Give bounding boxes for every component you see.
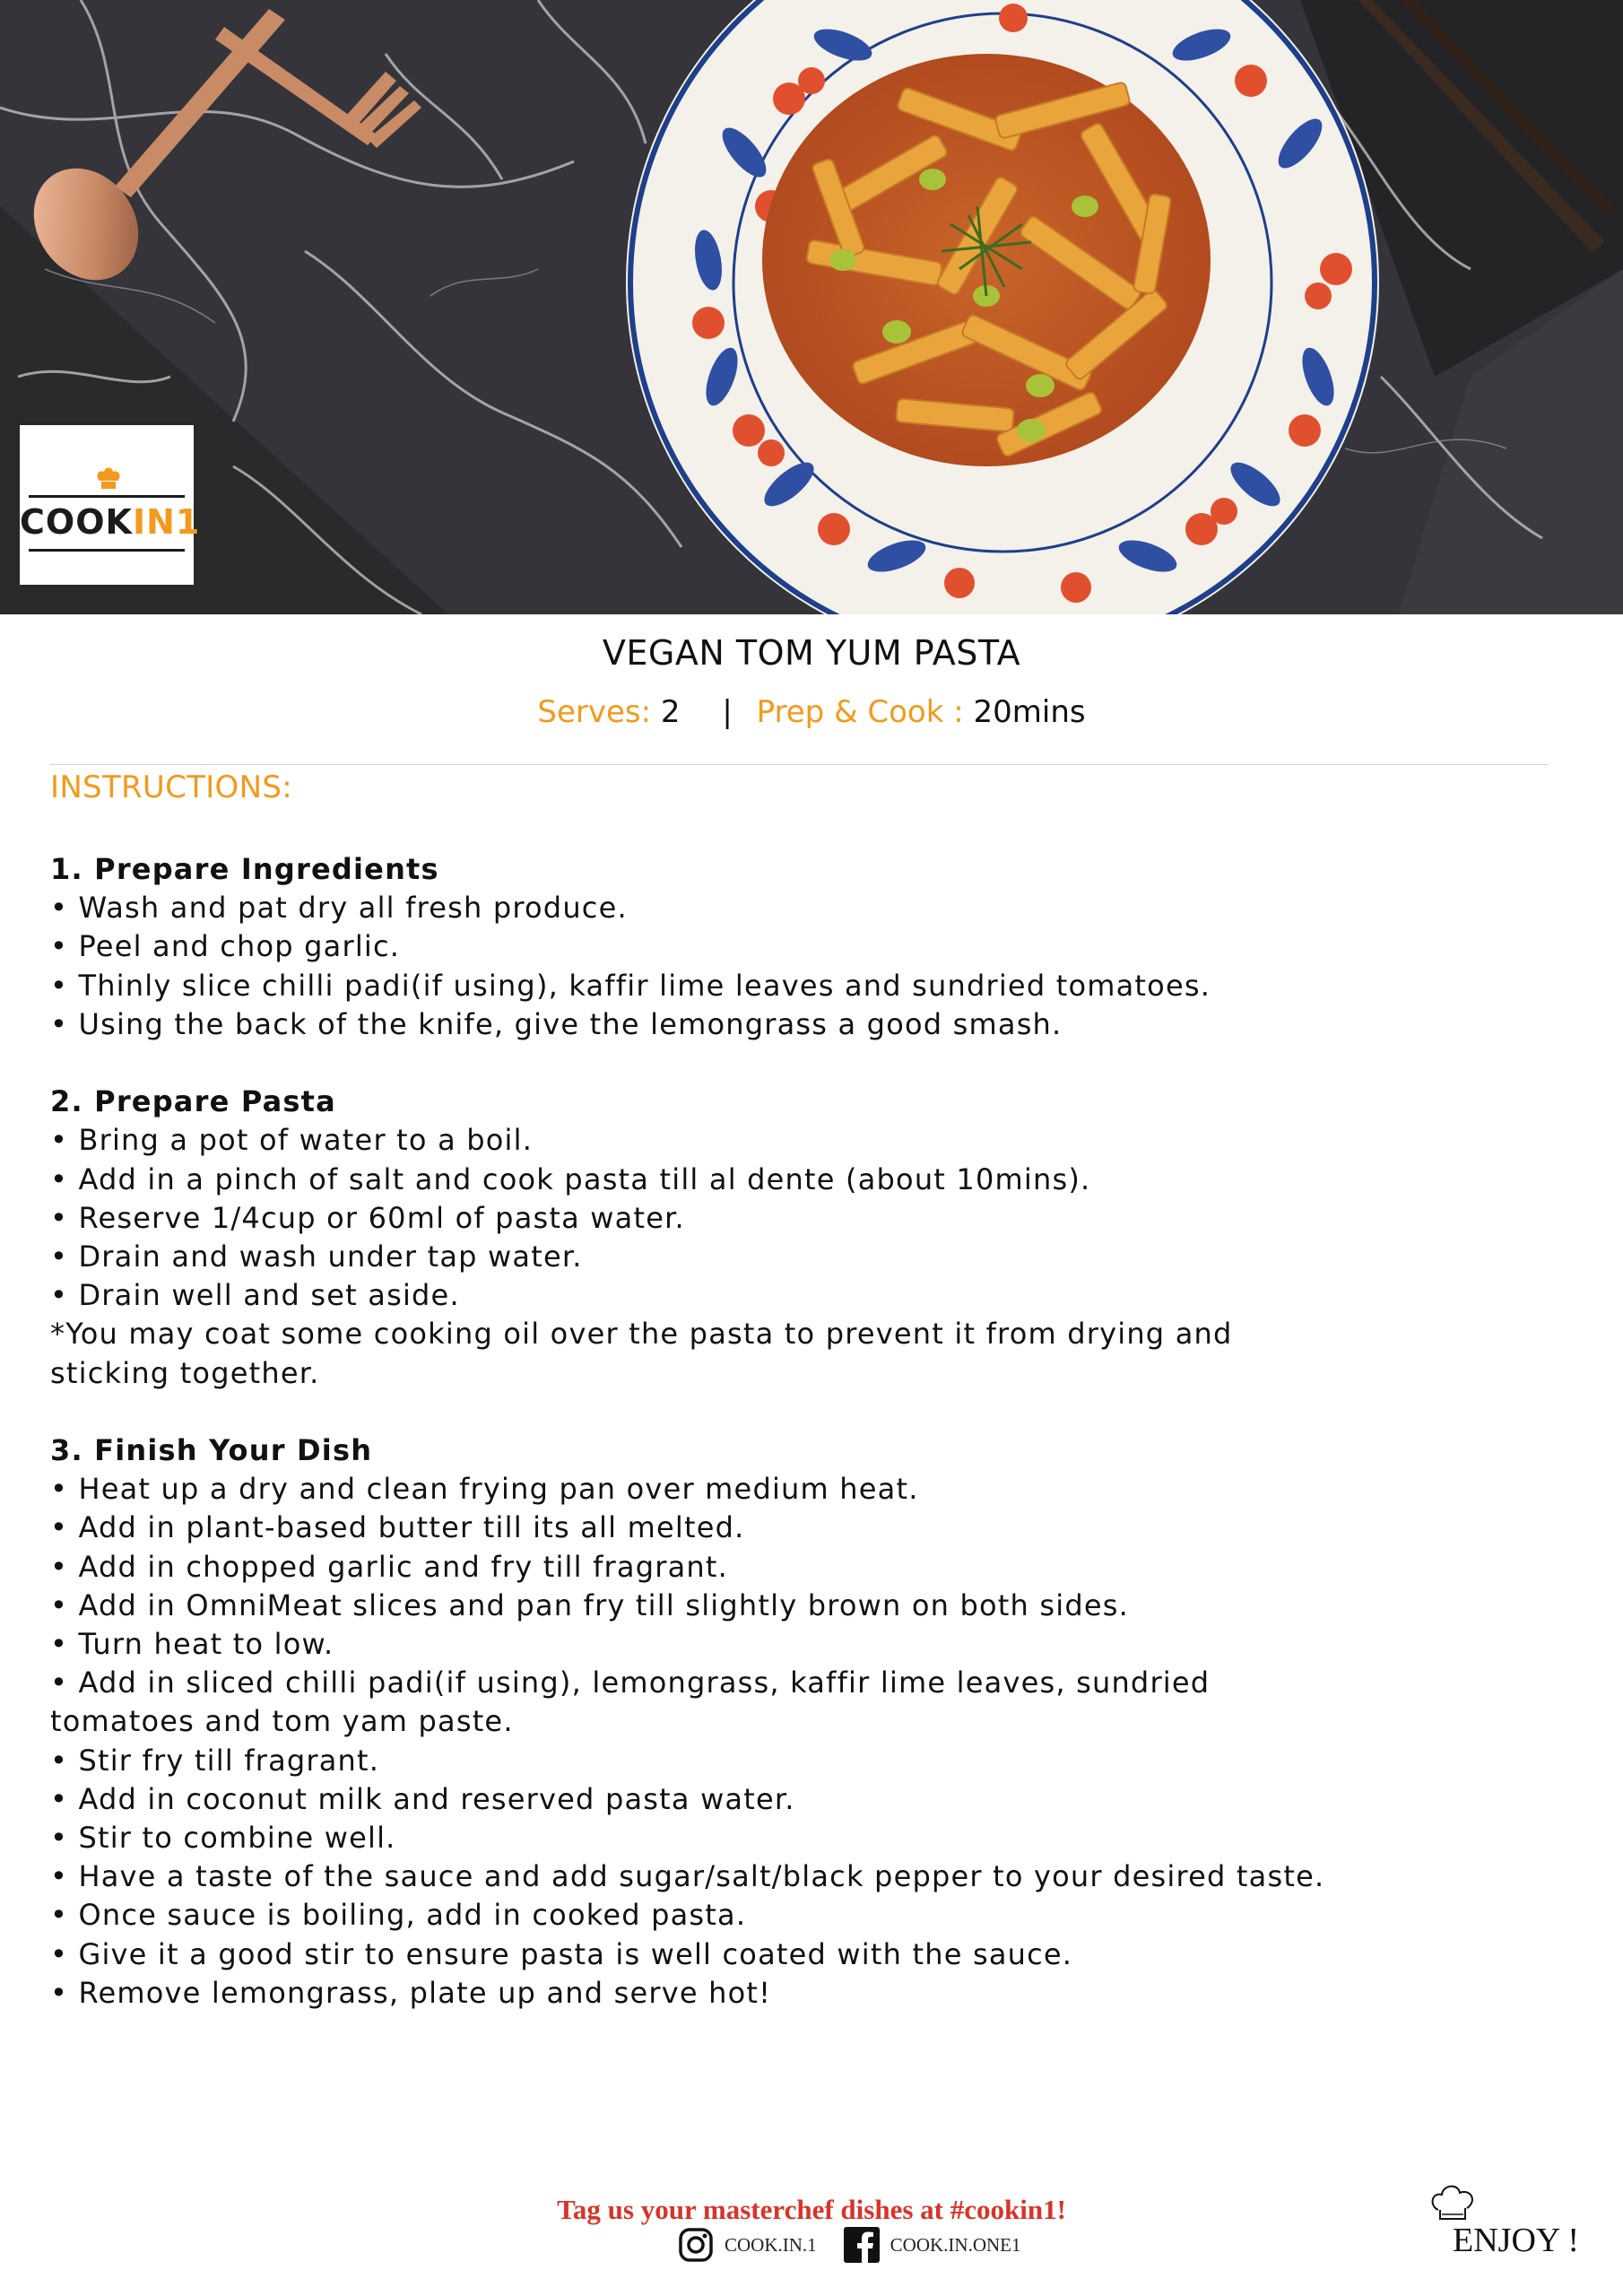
step-item: • Stir fry till fragrant.: [50, 1742, 1575, 1780]
step-item: • Once sauce is boiling, add in cooked pasta.: [50, 1896, 1575, 1935]
logo-wordmark: COOKIN1: [20, 502, 201, 542]
step-item: • Add in chopped garlic and fry till fragrant.: [50, 1548, 1575, 1587]
facebook-icon[interactable]: [844, 2227, 880, 2263]
hero-photo: [0, 0, 1623, 614]
step-item: • Reserve 1/4cup or 60ml of pasta water.: [50, 1199, 1575, 1238]
instagram-icon[interactable]: [678, 2227, 714, 2263]
social-links: [678, 2225, 1021, 2265]
step-item: • Peel and chop garlic.: [50, 927, 1575, 966]
chef-hat-outline-icon: [1426, 2179, 1480, 2224]
step-item: • Stir to combine well.: [50, 1819, 1575, 1857]
step-item: • Wash and pat dry all fresh produce.: [50, 889, 1575, 927]
step-item: • Thinly slice chilli padi(if using), kaffir lime leaves and sundried tomatoes.: [50, 967, 1575, 1005]
step-item: • Drain well and set aside.: [50, 1276, 1575, 1315]
serves-value: 2: [660, 694, 681, 730]
instructions-heading: INSTRUCTIONS:: [50, 770, 292, 805]
step-item: • Add in coconut milk and reserved pasta water.: [50, 1780, 1575, 1819]
step-item: • Drain and wash under tap water.: [50, 1238, 1575, 1276]
logo-rule-bottom: [29, 549, 185, 552]
cookin1-logo[interactable]: [20, 425, 201, 585]
instagram-handle[interactable]: COOK.IN.1: [725, 2233, 817, 2256]
plate-image: [626, 0, 1379, 614]
recipe-title: VEGAN TOM YUM PASTA: [602, 633, 1021, 673]
step-item: • Remove lemongrass, plate up and serve hot!: [50, 1974, 1575, 2013]
step-item: • Heat up a dry and clean frying pan over medium heat.: [50, 1470, 1575, 1509]
step-item: • Give it a good stir to ensure pasta is well coated with the sauce.: [50, 1935, 1575, 1974]
facebook-handle[interactable]: COOK.IN.ONE1: [890, 2233, 1021, 2256]
step-item: • Have a taste of the sauce and add sugar/salt/black pepper to your desired taste.: [50, 1857, 1575, 1896]
step-title: 1. Prepare Ingredients: [50, 852, 439, 886]
step-item: • Add in a pinch of salt and cook pasta till al dente (about 10mins).: [50, 1161, 1575, 1199]
step-title: 3. Finish Your Dish: [50, 1433, 373, 1468]
step-item: • Bring a pot of water to a boil.: [50, 1121, 1575, 1160]
step-finish-dish: [50, 1431, 1575, 2013]
prep-label: Prep & Cook :: [756, 694, 964, 730]
step-prepare-pasta: [50, 1083, 1575, 1393]
logo-rule-top: [29, 495, 185, 498]
recipe-meta: [0, 694, 1623, 730]
chef-hat-icon: [95, 465, 122, 491]
instructions-list: [50, 850, 1575, 2051]
meta-separator: |: [722, 694, 733, 730]
step-item: • Add in sliced chilli padi(if using), lemongrass, kaffir lime leaves, sundried tomatoes and tom yam paste.: [50, 1664, 1243, 1741]
step-title: 2. Prepare Pasta: [50, 1084, 336, 1119]
step-item: • Add in OmniMeat slices and pan fry till slightly brown on both sides.: [50, 1587, 1575, 1625]
serves-label: Serves:: [537, 694, 652, 730]
enjoy-text: ENJOY !: [1453, 2222, 1580, 2259]
prep-value: 20mins: [973, 694, 1086, 730]
step-item: • Using the back of the knife, give the lemongrass a good smash.: [50, 1005, 1575, 1044]
step-note: *You may coat some cooking oil over the pasta to prevent it from drying and sticking together.: [50, 1317, 1233, 1390]
footer-tagline: Tag us your masterchef dishes at #cookin1!: [557, 2194, 1066, 2225]
divider: [50, 764, 1548, 765]
step-prepare-ingredients: [50, 850, 1575, 1044]
pasta-plate-photo: [0, 0, 1623, 614]
step-item: • Turn heat to low.: [50, 1625, 1575, 1664]
step-item: • Add in plant-based butter till its all melted.: [50, 1509, 1575, 1547]
